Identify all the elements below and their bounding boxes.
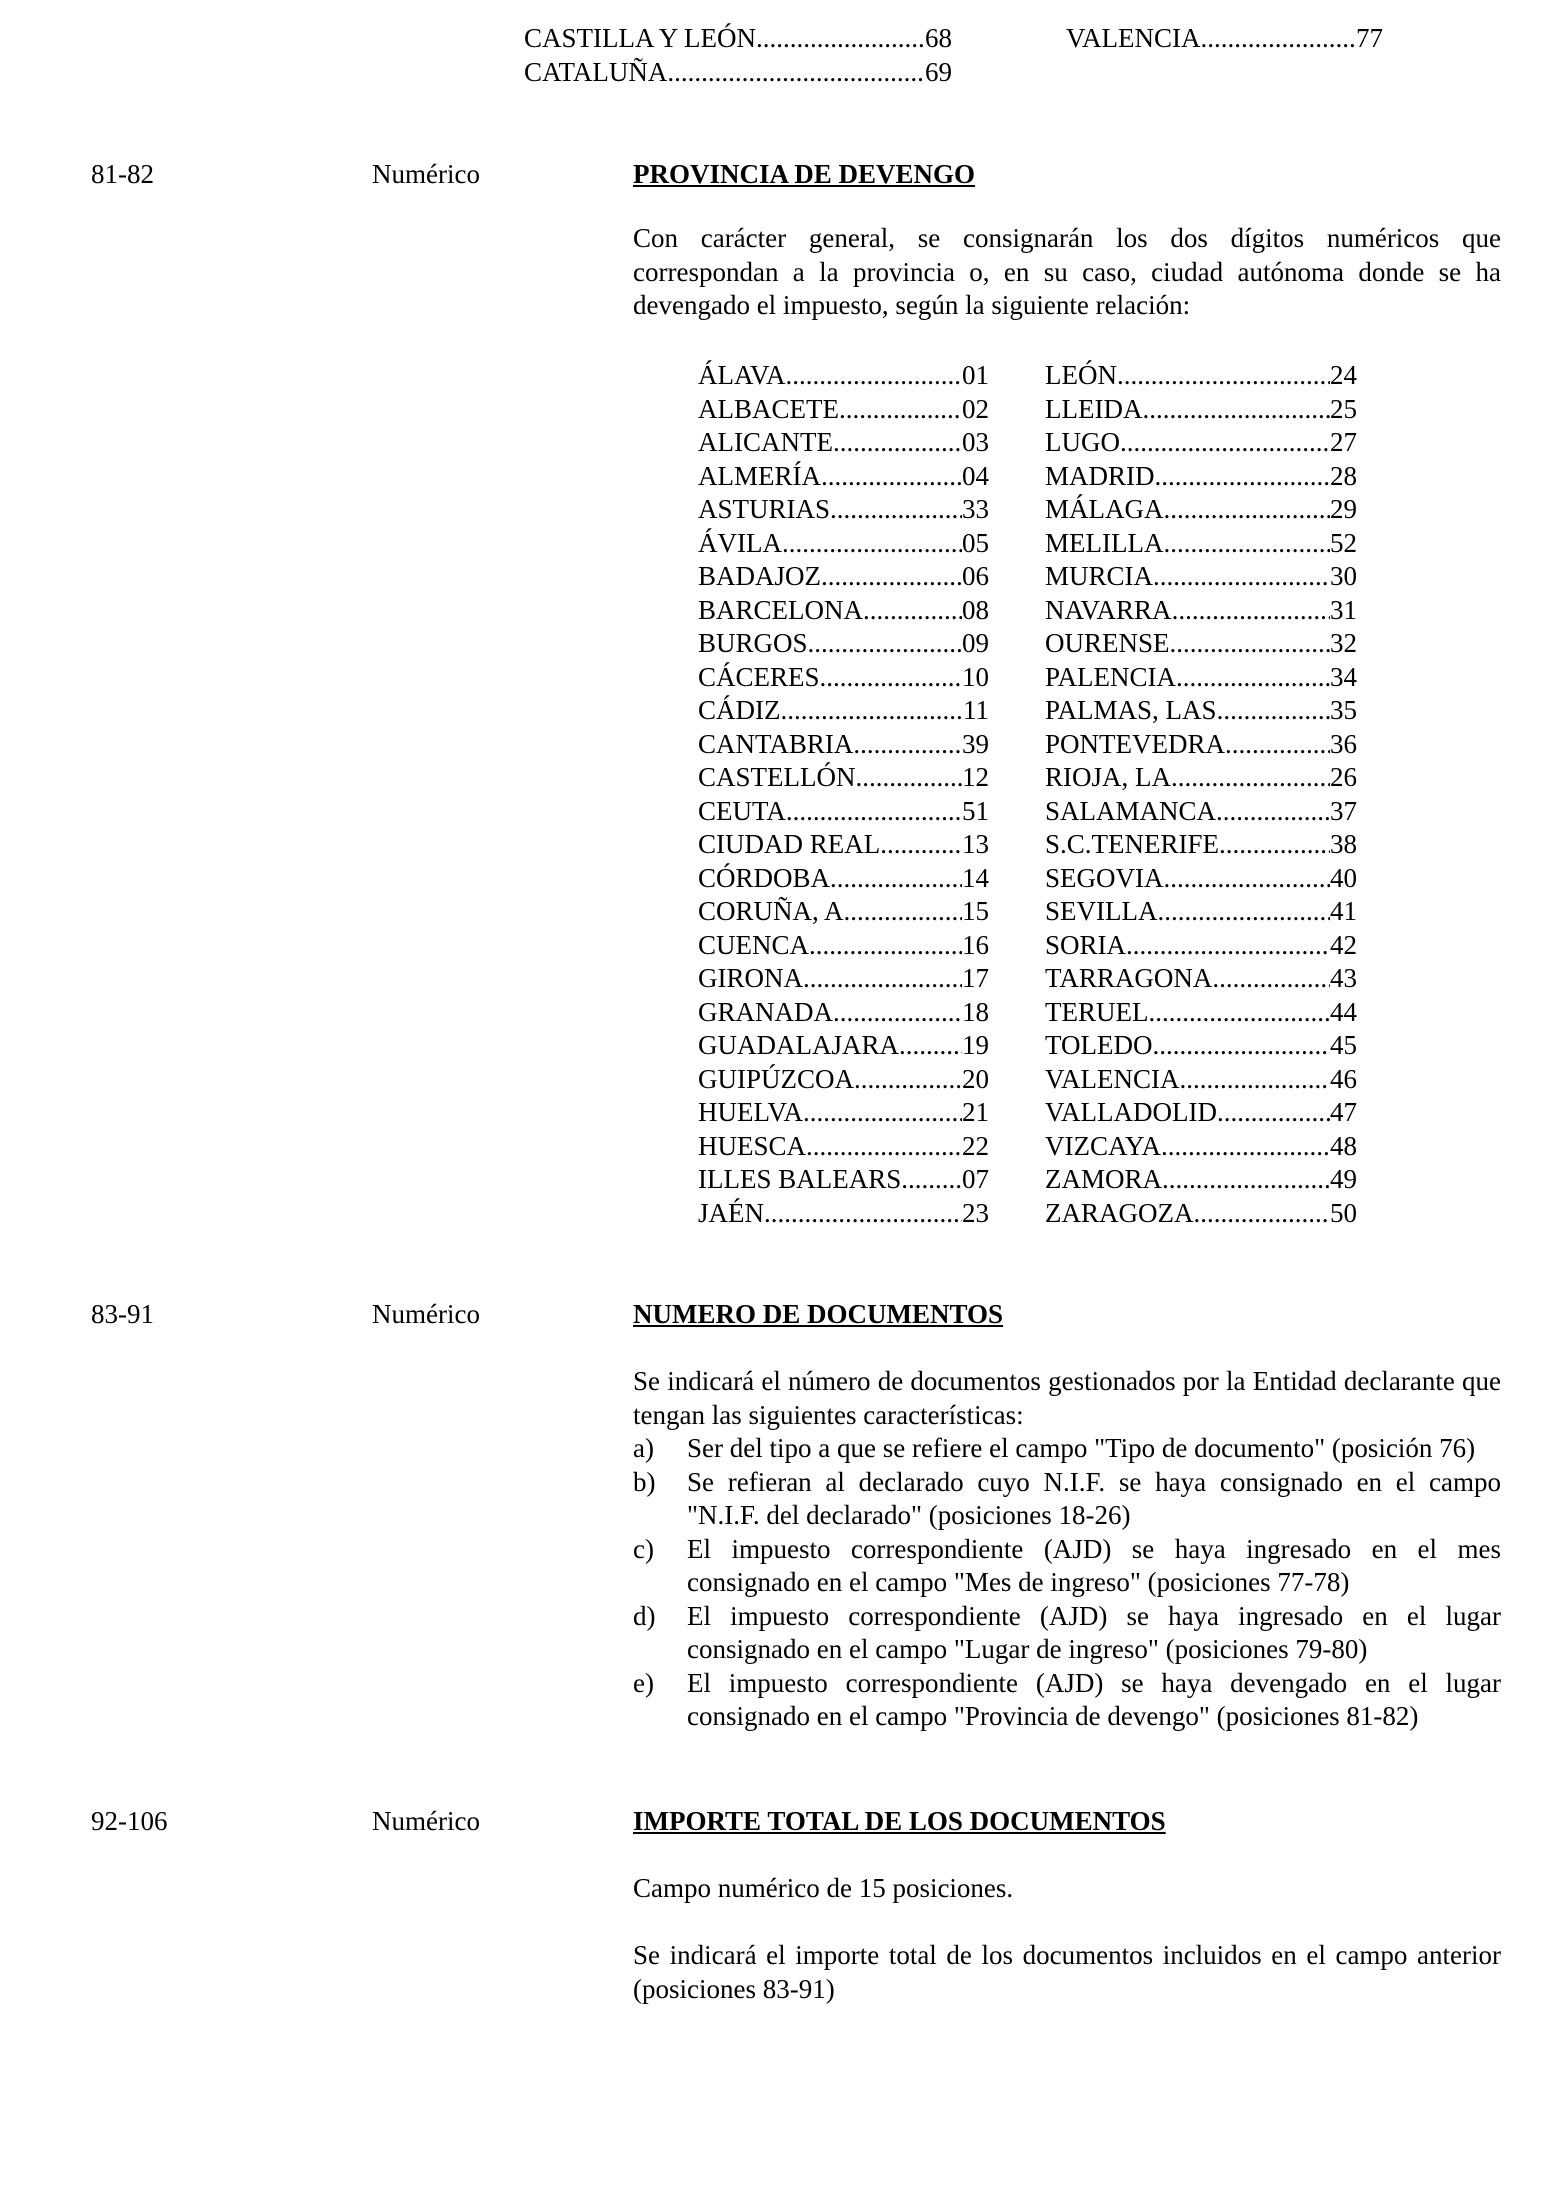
province-name: TERUEL [1045, 996, 1149, 1027]
dot-leader [1164, 493, 1331, 527]
province-entry [698, 393, 989, 427]
dot-leader [1212, 962, 1330, 996]
province-entry [698, 795, 989, 829]
dot-leader [1171, 761, 1330, 795]
continuation-entry [524, 56, 952, 89]
province-code: 25 [1330, 393, 1357, 424]
province-code: 41 [1330, 896, 1357, 926]
province-entry [1045, 661, 1357, 695]
province-entry [1045, 962, 1357, 996]
province-entry [1045, 594, 1357, 628]
field-positions: 92-106 [91, 1806, 168, 1836]
item-letter: a) [633, 1433, 654, 1463]
province-entry [1045, 627, 1357, 661]
province-entry [698, 627, 989, 661]
field-positions: 83-91 [91, 1299, 154, 1329]
province-entry [698, 694, 989, 728]
province-code: 02 [962, 393, 989, 424]
list-item [633, 1600, 1501, 1667]
dot-leader [808, 627, 962, 661]
dot-leader [854, 1063, 962, 1097]
province-code: 42 [1330, 929, 1357, 960]
province-name: S.C.TENERIFE [1045, 829, 1220, 859]
province-code: 21 [962, 1097, 989, 1127]
province-name: ASTURIAS [698, 494, 831, 524]
dot-leader [1219, 828, 1330, 862]
province-name: ÁVILA [698, 527, 782, 558]
province-entry [698, 661, 989, 695]
dot-leader [786, 795, 962, 829]
province-name: NAVARRA [1045, 594, 1172, 625]
province-entry [698, 761, 989, 795]
province-name: CIUDAD REAL [698, 829, 881, 859]
dot-leader [821, 460, 962, 494]
province-entry [1045, 1197, 1357, 1231]
province-entry [1045, 761, 1357, 795]
province-code: 49 [1330, 1164, 1357, 1194]
province-entry [698, 460, 989, 494]
province-name: TOLEDO [1045, 1030, 1153, 1060]
province-code: 16 [962, 929, 989, 960]
province-list-right [1045, 359, 1357, 1230]
dot-leader [1161, 1130, 1330, 1164]
province-entry [698, 1197, 989, 1231]
dot-leader [1155, 460, 1330, 494]
province-name: GUADALAJARA [698, 1030, 899, 1060]
dot-leader [1225, 728, 1330, 762]
province-code: 15 [962, 896, 989, 926]
province-name: BARCELONA [698, 594, 864, 625]
dot-leader [820, 661, 962, 695]
continuation-code: 69 [925, 57, 952, 87]
province-name: VIZCAYA [1045, 1130, 1162, 1161]
item-text: El impuesto correspondiente (AJD) se haya ingresado en el mes consignado en el campo "Mes de ingreso" (posiciones 77-78) [687, 1533, 1501, 1597]
province-code: 29 [1330, 494, 1357, 524]
continuation-name: CATALUÑA [524, 57, 668, 87]
province-name: ALMERÍA [698, 460, 821, 491]
province-code: 38 [1330, 829, 1357, 859]
province-code: 51 [962, 795, 989, 826]
province-name: JAÉN [698, 1197, 764, 1228]
province-code: 37 [1330, 795, 1357, 826]
province-name: MADRID [1045, 460, 1155, 491]
dot-leader [1170, 627, 1330, 661]
item-letter: c) [633, 1533, 654, 1564]
province-entry [1045, 728, 1357, 762]
province-name: SEGOVIA [1045, 862, 1164, 893]
dot-leader [803, 962, 962, 996]
province-code: 52 [1330, 527, 1357, 558]
province-name: ZARAGOZA [1045, 1197, 1194, 1228]
province-code: 47 [1330, 1097, 1357, 1127]
dot-leader [850, 895, 962, 929]
province-code: 05 [962, 527, 989, 558]
item-text: Ser del tipo a que se refiere el campo "Tipo de documento" (posición 76) [687, 1433, 1476, 1463]
field-description: Se indicará el importe total de los documentos incluidos en el campo anterior (posiciones 83-91) [633, 1940, 1501, 2004]
province-entry [698, 527, 989, 561]
province-list-left [698, 359, 989, 1230]
province-entry [1045, 460, 1357, 494]
field-type: Numérico [372, 1806, 480, 1836]
province-name: PONTEVEDRA [1045, 728, 1225, 759]
dot-leader [1126, 929, 1330, 963]
dot-leader [839, 393, 962, 427]
province-code: 04 [962, 460, 989, 491]
dot-leader [1201, 22, 1357, 55]
dot-leader [1148, 996, 1330, 1030]
province-name: ALBACETE [698, 393, 839, 424]
dot-leader [821, 560, 962, 594]
dot-leader [833, 996, 962, 1030]
province-code: 50 [1330, 1197, 1357, 1228]
province-code: 18 [962, 996, 989, 1027]
province-code: 32 [1330, 628, 1357, 658]
province-entry [1045, 359, 1357, 393]
dot-leader [781, 694, 964, 728]
dot-leader [1153, 560, 1330, 594]
list-item [633, 1466, 1501, 1533]
item-text: El impuesto correspondiente (AJD) se haya ingresado en el lugar consignado en el campo "Lugar de ingreso" (posiciones 79-80) [687, 1600, 1501, 1664]
province-entry [698, 594, 989, 628]
province-code: 31 [1330, 594, 1357, 625]
dot-leader [1157, 895, 1330, 929]
province-entry [698, 1063, 989, 1097]
province-name: LEÓN [1045, 360, 1117, 390]
province-code: 14 [962, 862, 989, 893]
item-letter: b) [633, 1466, 656, 1497]
dot-leader [899, 1029, 962, 1063]
province-name: CASTELLÓN [698, 762, 856, 792]
province-entry [698, 828, 989, 862]
province-entry [1045, 1029, 1357, 1063]
province-name: ÁLAVA [698, 360, 786, 390]
province-name: OURENSE [1045, 628, 1170, 658]
dot-leader [756, 22, 925, 55]
dot-leader [667, 56, 925, 89]
province-entry [1045, 1130, 1357, 1164]
item-letter: e) [633, 1667, 654, 1698]
province-code: 12 [962, 762, 989, 792]
province-entry [1045, 1063, 1357, 1097]
province-code: 30 [1330, 561, 1357, 591]
province-entry [698, 862, 989, 896]
province-entry [1045, 828, 1357, 862]
province-entry [698, 560, 989, 594]
item-text: Se refieran al declarado cuyo N.I.F. se haya consignado en el campo "N.I.F. del declarado" (posiciones 18-26) [687, 1466, 1501, 1530]
continuation-code: 77 [1356, 23, 1383, 53]
province-name: MELILLA [1045, 527, 1164, 558]
continuation-name: VALENCIA [1066, 23, 1201, 53]
dot-leader [1217, 1096, 1330, 1130]
province-name: CÓRDOBA [698, 862, 831, 893]
province-entry [1045, 929, 1357, 963]
province-entry [698, 895, 989, 929]
province-name: ZAMORA [1045, 1164, 1163, 1194]
dot-leader [809, 929, 962, 963]
dot-leader [782, 527, 962, 561]
province-entry [698, 929, 989, 963]
province-name: HUELVA [698, 1097, 804, 1127]
characteristics-list [633, 1432, 1501, 1734]
province-name: CANTABRIA [698, 728, 854, 759]
continuation-entry [524, 22, 952, 55]
province-name: CUENCA [698, 929, 810, 960]
province-code: 45 [1330, 1030, 1357, 1060]
province-name: CÁDIZ [698, 695, 781, 725]
dot-leader [830, 493, 962, 527]
province-name: PALMAS, LAS [1045, 695, 1217, 725]
dot-leader [1142, 393, 1330, 427]
field-positions: 81-82 [91, 159, 154, 189]
dot-leader [880, 828, 962, 862]
province-entry [1045, 795, 1357, 829]
province-code: 01 [962, 360, 989, 390]
province-entry [698, 962, 989, 996]
dot-leader [830, 862, 962, 896]
province-name: GRANADA [698, 996, 833, 1027]
dot-leader [1162, 1163, 1330, 1197]
province-entry [698, 1130, 989, 1164]
province-entry [698, 728, 989, 762]
list-item [633, 1533, 1501, 1600]
field-description: Se indicará el número de documentos gestionados por la Entidad declarante que tengan las siguientes características: [633, 1366, 1501, 1430]
province-name: VALENCIA [1045, 1063, 1180, 1094]
province-entry [1045, 895, 1357, 929]
province-entry [1045, 694, 1357, 728]
province-code: 08 [962, 594, 989, 625]
province-code: 10 [962, 661, 989, 692]
province-name: ALICANTE [698, 427, 833, 457]
province-code: 09 [962, 628, 989, 658]
province-entry [1045, 862, 1357, 896]
province-code: 40 [1330, 862, 1357, 893]
continuation-code: 68 [925, 23, 952, 53]
province-name: MURCIA [1045, 561, 1154, 591]
province-entry [698, 1163, 989, 1197]
field-description: Con carácter general, se consignarán los dos dígitos numéricos que correspondan a la provincia o, en su caso, ciudad autónoma donde se ha devengado el impuesto, según la siguiente relación: [633, 223, 1501, 320]
province-name: BADAJOZ [698, 561, 822, 591]
province-entry [1045, 560, 1357, 594]
province-code: 46 [1330, 1063, 1357, 1094]
field-title: IMPORTE TOTAL DE LOS DOCUMENTOS [633, 1806, 1166, 1836]
province-code: 27 [1330, 427, 1357, 457]
dot-leader [786, 359, 962, 393]
dot-leader [1180, 1063, 1331, 1097]
dot-leader [1194, 1197, 1331, 1231]
province-entry [698, 426, 989, 460]
list-item [633, 1667, 1501, 1734]
province-entry [698, 1096, 989, 1130]
province-code: 06 [962, 561, 989, 591]
province-name: CÁCERES [698, 661, 820, 692]
province-name: CORUÑA, A. [698, 896, 851, 926]
province-entry [1045, 1096, 1357, 1130]
province-code: 22 [962, 1130, 989, 1161]
province-name: ILLES BALEARS [698, 1164, 902, 1194]
dot-leader [1164, 862, 1331, 896]
province-name: GUIPÚZCOA [698, 1063, 855, 1094]
province-name: VALLADOLID [1045, 1097, 1217, 1127]
province-name: SALAMANCA [1045, 795, 1217, 826]
province-name: HUESCA [698, 1130, 807, 1161]
dot-leader [1153, 1029, 1331, 1063]
province-entry [1045, 426, 1357, 460]
continuation-entry [1066, 22, 1383, 55]
province-name: GIRONA [698, 963, 803, 993]
province-code: 17 [962, 963, 989, 993]
dot-leader [1172, 594, 1330, 628]
province-code: 11 [963, 695, 989, 725]
province-name: TARRAGONA [1045, 963, 1213, 993]
dot-leader [1217, 694, 1330, 728]
item-letter: d) [633, 1600, 656, 1631]
province-name: SEVILLA [1045, 896, 1158, 926]
province-entry [698, 1029, 989, 1063]
province-code: 36 [1330, 728, 1357, 759]
province-code: 13 [962, 829, 989, 859]
continuation-name: CASTILLA Y LEÓN [524, 23, 756, 53]
province-code: 43 [1330, 963, 1357, 993]
item-text: El impuesto correspondiente (AJD) se haya devengado en el lugar consignado en el campo "Provincia de devengo" (posiciones 81-82) [687, 1667, 1501, 1731]
dot-leader [806, 1130, 962, 1164]
dot-leader [803, 1096, 962, 1130]
province-code: 24 [1330, 360, 1357, 390]
field-type: Numérico [372, 1299, 480, 1329]
province-entry [698, 996, 989, 1030]
province-entry [1045, 493, 1357, 527]
dot-leader [901, 1163, 962, 1197]
dot-leader [1120, 426, 1330, 460]
province-entry [698, 493, 989, 527]
province-code: 48 [1330, 1130, 1357, 1161]
dot-leader [863, 594, 962, 628]
province-name: SORIA [1045, 929, 1127, 960]
field-description: Campo numérico de 15 posiciones. [633, 1873, 1014, 1903]
list-item [633, 1432, 1501, 1466]
province-code: 03 [962, 427, 989, 457]
dot-leader [1163, 527, 1330, 561]
province-code: 34 [1330, 661, 1357, 692]
dot-leader [764, 1197, 962, 1231]
province-name: MÁLAGA [1045, 494, 1164, 524]
dot-leader [1117, 359, 1330, 393]
dot-leader [833, 426, 962, 460]
province-code: 28 [1330, 460, 1357, 491]
dot-leader [1216, 795, 1330, 829]
province-name: RIOJA, LA [1045, 762, 1171, 792]
field-title: PROVINCIA DE DEVENGO [633, 159, 976, 189]
province-code: 07 [962, 1164, 989, 1194]
province-code: 35 [1330, 695, 1357, 725]
field-type: Numérico [372, 159, 480, 189]
province-code: 44 [1330, 996, 1357, 1027]
province-name: CEUTA [698, 795, 786, 826]
province-code: 33 [962, 494, 989, 524]
province-code: 23 [962, 1197, 989, 1228]
province-entry [1045, 527, 1357, 561]
field-title: NUMERO DE DOCUMENTOS [633, 1299, 1004, 1329]
province-code: 39 [962, 728, 989, 759]
province-code: 26 [1330, 762, 1357, 792]
province-entry [1045, 393, 1357, 427]
province-name: LLEIDA [1045, 393, 1143, 424]
dot-leader [856, 761, 963, 795]
province-name: LUGO [1045, 427, 1120, 457]
province-code: 19 [962, 1030, 989, 1060]
province-entry [1045, 1163, 1357, 1197]
province-name: BURGOS [698, 628, 808, 658]
dot-leader [853, 728, 962, 762]
province-name: PALENCIA [1045, 661, 1177, 692]
province-code: 20 [962, 1063, 989, 1094]
dot-leader [1176, 661, 1330, 695]
province-entry [1045, 996, 1357, 1030]
province-entry [698, 359, 989, 393]
